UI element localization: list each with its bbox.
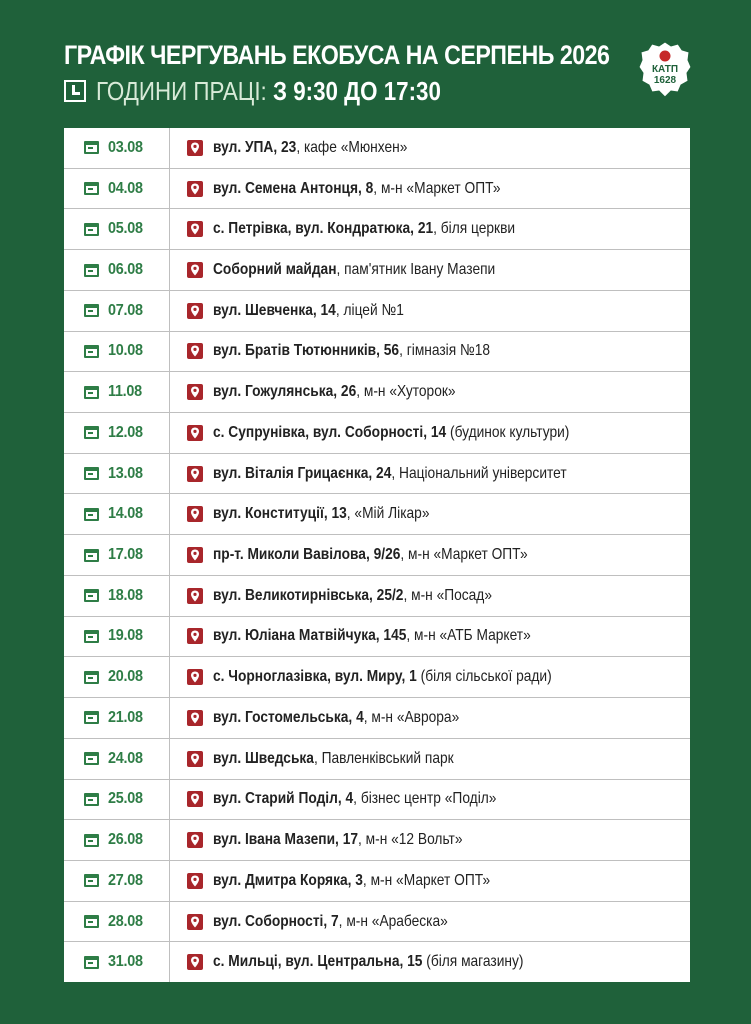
- address-cell: [170, 739, 690, 779]
- location-note: , м-н «Хуторок»: [356, 383, 456, 401]
- street-address: вул. УПА, 23: [213, 138, 297, 156]
- table-row: [64, 372, 690, 413]
- calendar-icon: [84, 141, 99, 154]
- katp-logo: [638, 40, 692, 100]
- location-note: , м-н «12 Вольт»: [358, 831, 463, 849]
- address-cell: [170, 454, 690, 494]
- location-pin-icon: [187, 588, 203, 604]
- location-pin-icon: [187, 221, 203, 237]
- calendar-icon: [84, 915, 99, 928]
- address-cell: [170, 942, 690, 982]
- calendar-icon: [84, 467, 99, 480]
- location-pin-icon: [187, 425, 203, 441]
- date: 26.08: [108, 831, 143, 849]
- address: [213, 872, 490, 890]
- date: 18.08: [108, 586, 143, 604]
- location-note: (біля магазину): [422, 953, 524, 971]
- location-note: , пам'ятник Івану Мазепи: [336, 261, 496, 279]
- table-row: [64, 942, 690, 982]
- address: [213, 546, 528, 564]
- page-title: ГРАФІК ЧЕРГУВАНЬ ЕКОБУСА НА СЕРПЕНЬ 2026: [64, 40, 610, 70]
- address: [213, 139, 407, 157]
- date-cell: [64, 169, 170, 209]
- location-note: , «Мій Лікар»: [346, 505, 430, 523]
- street-address: вул. Шведська: [213, 749, 314, 767]
- table-row: [64, 780, 690, 821]
- table-row: [64, 209, 690, 250]
- table-row: [64, 494, 690, 535]
- address-cell: [170, 861, 690, 901]
- table-row: [64, 861, 690, 902]
- location-pin-icon: [187, 669, 203, 685]
- calendar-icon: [84, 711, 99, 724]
- address-cell: [170, 250, 690, 290]
- calendar-icon: [84, 630, 99, 643]
- address: [213, 627, 531, 645]
- location-note: , біля церкви: [433, 220, 516, 238]
- address: [213, 180, 501, 198]
- calendar-icon: [84, 956, 99, 969]
- date: 07.08: [108, 301, 143, 319]
- table-row: [64, 413, 690, 454]
- date: 13.08: [108, 464, 143, 482]
- location-pin-icon: [187, 628, 203, 644]
- location-pin-icon: [187, 791, 203, 807]
- calendar-icon: [84, 223, 99, 236]
- clock-icon: [64, 80, 86, 102]
- date: 06.08: [108, 261, 143, 279]
- address-cell: [170, 902, 690, 942]
- date: 11.08: [108, 383, 142, 401]
- calendar-icon: [84, 549, 99, 562]
- address: [213, 587, 492, 605]
- location-pin-icon: [187, 303, 203, 319]
- table-row: [64, 657, 690, 698]
- calendar-icon: [84, 834, 99, 847]
- date-cell: [64, 657, 170, 697]
- date-cell: [64, 209, 170, 249]
- street-address: вул. Шевченка, 14: [213, 301, 336, 319]
- date-cell: [64, 291, 170, 331]
- date: 19.08: [108, 627, 143, 645]
- location-note: , Павленківський парк: [313, 749, 454, 767]
- location-note: , м-н «Маркет ОПТ»: [400, 546, 528, 564]
- location-note: , гімназія №18: [399, 342, 491, 360]
- date: 12.08: [108, 423, 143, 441]
- calendar-icon: [84, 874, 99, 887]
- address: [213, 831, 463, 849]
- location-note: , м-н «Арабеска»: [338, 912, 448, 930]
- date-cell: [64, 698, 170, 738]
- address-cell: [170, 169, 690, 209]
- date: 31.08: [108, 953, 143, 971]
- address-cell: [170, 535, 690, 575]
- street-address: вул. Гостомельська, 4: [213, 708, 364, 726]
- location-pin-icon: [187, 832, 203, 848]
- address: [213, 342, 490, 360]
- location-pin-icon: [187, 262, 203, 278]
- address-cell: [170, 494, 690, 534]
- location-note: , м-н «АТБ Маркет»: [406, 627, 531, 645]
- location-pin-icon: [187, 343, 203, 359]
- date: 10.08: [108, 342, 143, 360]
- street-address: вул. Семена Антонця, 8: [213, 179, 374, 197]
- address-cell: [170, 576, 690, 616]
- street-address: с. Мильці, вул. Центральна, 15: [213, 953, 423, 971]
- date-cell: [64, 902, 170, 942]
- calendar-icon: [84, 264, 99, 277]
- date-cell: [64, 454, 170, 494]
- table-row: [64, 169, 690, 210]
- schedule-table: [64, 128, 690, 982]
- street-address: вул. Гожулянська, 26: [213, 383, 357, 401]
- address: [213, 424, 569, 442]
- table-row: [64, 128, 690, 169]
- date-cell: [64, 128, 170, 168]
- location-note: , м-н «Маркет ОПТ»: [373, 179, 501, 197]
- date-cell: [64, 617, 170, 657]
- address-cell: [170, 698, 690, 738]
- location-pin-icon: [187, 954, 203, 970]
- date-cell: [64, 413, 170, 453]
- table-row: [64, 535, 690, 576]
- date-cell: [64, 494, 170, 534]
- table-row: [64, 739, 690, 780]
- location-pin-icon: [187, 710, 203, 726]
- address: [213, 953, 523, 971]
- date-cell: [64, 780, 170, 820]
- street-address: пр-т. Миколи Вавілова, 9/26: [213, 546, 401, 564]
- location-note: , ліцей №1: [335, 301, 404, 319]
- calendar-icon: [84, 426, 99, 439]
- table-row: [64, 291, 690, 332]
- date-cell: [64, 332, 170, 372]
- location-note: , м-н «Маркет ОПТ»: [362, 871, 491, 889]
- calendar-icon: [84, 508, 99, 521]
- address-cell: [170, 372, 690, 412]
- street-address: вул. Братів Тютюнників, 56: [213, 342, 400, 360]
- location-note: , Національний університет: [391, 464, 567, 482]
- street-address: вул. Дмитра Коряка, 3: [213, 871, 363, 889]
- date-cell: [64, 861, 170, 901]
- date-cell: [64, 576, 170, 616]
- address-cell: [170, 332, 690, 372]
- address: [213, 668, 552, 686]
- date: 25.08: [108, 790, 143, 808]
- address: [213, 913, 448, 931]
- address-cell: [170, 780, 690, 820]
- address: [213, 505, 429, 523]
- date-cell: [64, 535, 170, 575]
- address-cell: [170, 820, 690, 860]
- date: 20.08: [108, 668, 143, 686]
- date: 04.08: [108, 179, 143, 197]
- location-pin-icon: [187, 181, 203, 197]
- address: [213, 383, 456, 401]
- location-note: (будинок культури): [446, 423, 570, 441]
- date: 17.08: [108, 546, 143, 564]
- hours-label: ГОДИНИ ПРАЦІ:: [96, 76, 267, 106]
- working-hours: [64, 75, 624, 107]
- street-address: с. Петрівка, вул. Кондратюка, 21: [213, 220, 434, 238]
- location-pin-icon: [187, 384, 203, 400]
- date: 21.08: [108, 708, 143, 726]
- table-row: [64, 617, 690, 658]
- location-note: , м-н «Аврора»: [363, 708, 460, 726]
- date: 24.08: [108, 749, 143, 767]
- address: [213, 709, 459, 727]
- date-cell: [64, 820, 170, 860]
- street-address: вул. Віталія Грицаєнка, 24: [213, 464, 392, 482]
- date: 27.08: [108, 871, 143, 889]
- calendar-icon: [84, 752, 99, 765]
- calendar-icon: [84, 589, 99, 602]
- date: 03.08: [108, 138, 143, 156]
- table-row: [64, 576, 690, 617]
- address: [213, 261, 495, 279]
- calendar-icon: [84, 304, 99, 317]
- location-pin-icon: [187, 506, 203, 522]
- date: 14.08: [108, 505, 143, 523]
- calendar-icon: [84, 386, 99, 399]
- date-cell: [64, 250, 170, 290]
- table-row: [64, 820, 690, 861]
- address: [213, 790, 496, 808]
- location-note: , кафе «Мюнхен»: [296, 138, 408, 156]
- street-address: вул. Конституції, 13: [213, 505, 347, 523]
- calendar-icon: [84, 671, 99, 684]
- table-row: [64, 454, 690, 495]
- street-address: вул. Юліана Матвійчука, 145: [213, 627, 407, 645]
- header: [64, 38, 624, 107]
- address: [213, 302, 404, 320]
- street-address: Соборний майдан: [213, 261, 337, 279]
- location-pin-icon: [187, 466, 203, 482]
- address-cell: [170, 413, 690, 453]
- logo-text-line2: 1628: [653, 75, 677, 86]
- calendar-icon: [84, 793, 99, 806]
- street-address: вул. Івана Мазепи, 17: [213, 831, 359, 849]
- table-row: [64, 250, 690, 291]
- table-row: [64, 698, 690, 739]
- date: 05.08: [108, 220, 143, 238]
- location-note: , м-н «Посад»: [403, 586, 492, 604]
- address: [213, 220, 515, 238]
- street-address: с. Чорноглазівка, вул. Миру, 1: [213, 668, 417, 686]
- logo-text-line1: КАТП: [651, 64, 679, 75]
- date-cell: [64, 942, 170, 982]
- location-pin-icon: [187, 547, 203, 563]
- address-cell: [170, 657, 690, 697]
- location-pin-icon: [187, 751, 203, 767]
- date-cell: [64, 739, 170, 779]
- calendar-icon: [84, 345, 99, 358]
- location-note: (біля сільської ради): [416, 668, 552, 686]
- hours-value: З 9:30 ДО 17:30: [272, 76, 441, 106]
- street-address: вул. Старий Поділ, 4: [213, 790, 354, 808]
- address-cell: [170, 209, 690, 249]
- address-cell: [170, 291, 690, 331]
- street-address: вул. Великотирнівська, 25/2: [213, 586, 404, 604]
- location-pin-icon: [187, 914, 203, 930]
- calendar-icon: [84, 182, 99, 195]
- address-cell: [170, 617, 690, 657]
- location-note: , бізнес центр «Поділ»: [353, 790, 497, 808]
- location-pin-icon: [187, 873, 203, 889]
- location-pin-icon: [187, 140, 203, 156]
- address: [213, 465, 567, 483]
- table-row: [64, 902, 690, 943]
- street-address: с. Супрунівка, вул. Соборності, 14: [213, 423, 447, 441]
- address: [213, 750, 454, 768]
- street-address: вул. Соборності, 7: [213, 912, 339, 930]
- table-row: [64, 332, 690, 373]
- date-cell: [64, 372, 170, 412]
- date: 28.08: [108, 912, 143, 930]
- address-cell: [170, 128, 690, 168]
